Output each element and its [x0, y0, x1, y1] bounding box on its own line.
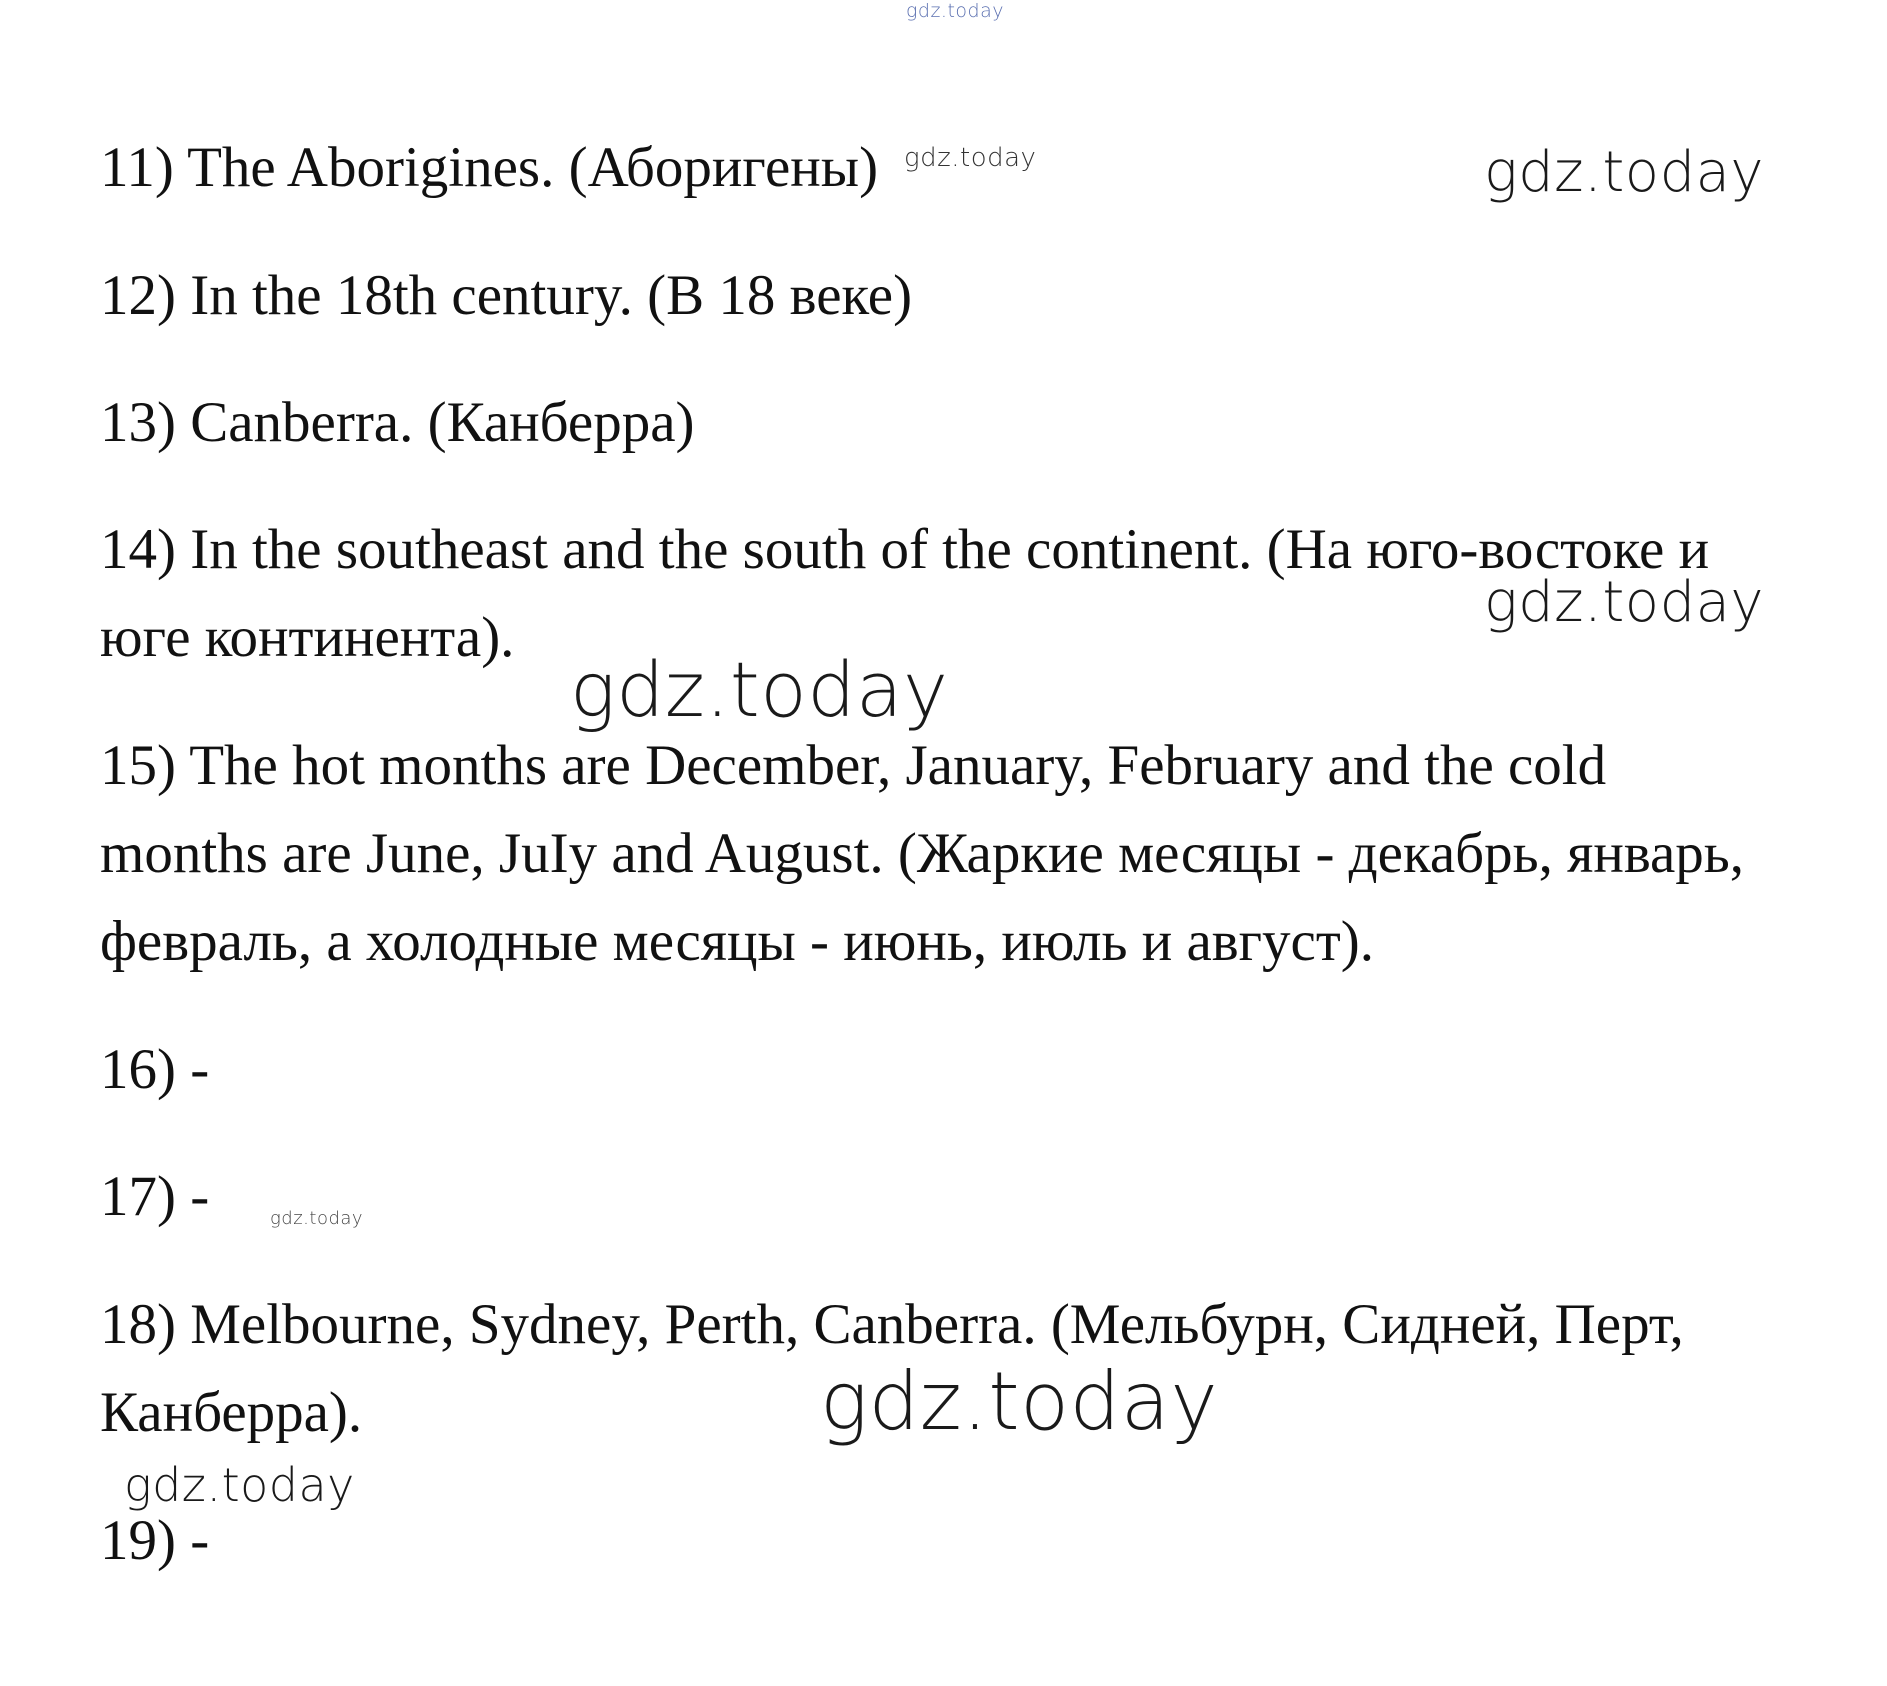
answer-15-line-2: months are June, JuIy and August. (Жаркие месяцы - декабрь, январь, — [100, 822, 1745, 885]
answer-18-line-2: Канберра). — [100, 1381, 363, 1444]
answer-16: 16) - — [100, 1038, 210, 1101]
watermark-right-2: gdz.today — [1484, 570, 1765, 635]
watermark-tiny: gdz.today — [270, 1208, 364, 1229]
answer-15-line-1: 15) The hot months are December, January, February and the cold — [100, 734, 1607, 797]
answer-14-line-1: 14) In the southeast and the south of the continent. (На юго-востоке и — [100, 518, 1710, 581]
answer-17: 17) - — [100, 1165, 210, 1228]
answer-19: 19) - — [100, 1509, 210, 1572]
answer-18-line-1: 18) Melbourne, Sydney, Perth, Canberra. (Мельбурн, Сидней, Перт, — [100, 1293, 1684, 1356]
answer-15-line-3: февраль, а холодные месяцы - июнь, июль и август). — [100, 910, 1374, 973]
watermark-small-inline: gdz.today — [904, 143, 1037, 173]
answer-11: 11) The Aborigines. (Аборигены) — [100, 136, 879, 199]
watermark-top: gdz.today — [906, 0, 1004, 22]
answer-12: 12) In the 18th century. (В 18 веке) — [100, 264, 913, 327]
watermark-left: gdz.today — [124, 1458, 355, 1512]
watermark-large-2: gdz.today — [820, 1355, 1219, 1448]
watermark-large-1: gdz.today — [570, 645, 949, 734]
answer-14-line-2: юге континента). — [100, 606, 515, 669]
answer-13: 13) Canberra. (Канберра) — [100, 391, 695, 454]
watermark-right-1: gdz.today — [1484, 140, 1765, 205]
